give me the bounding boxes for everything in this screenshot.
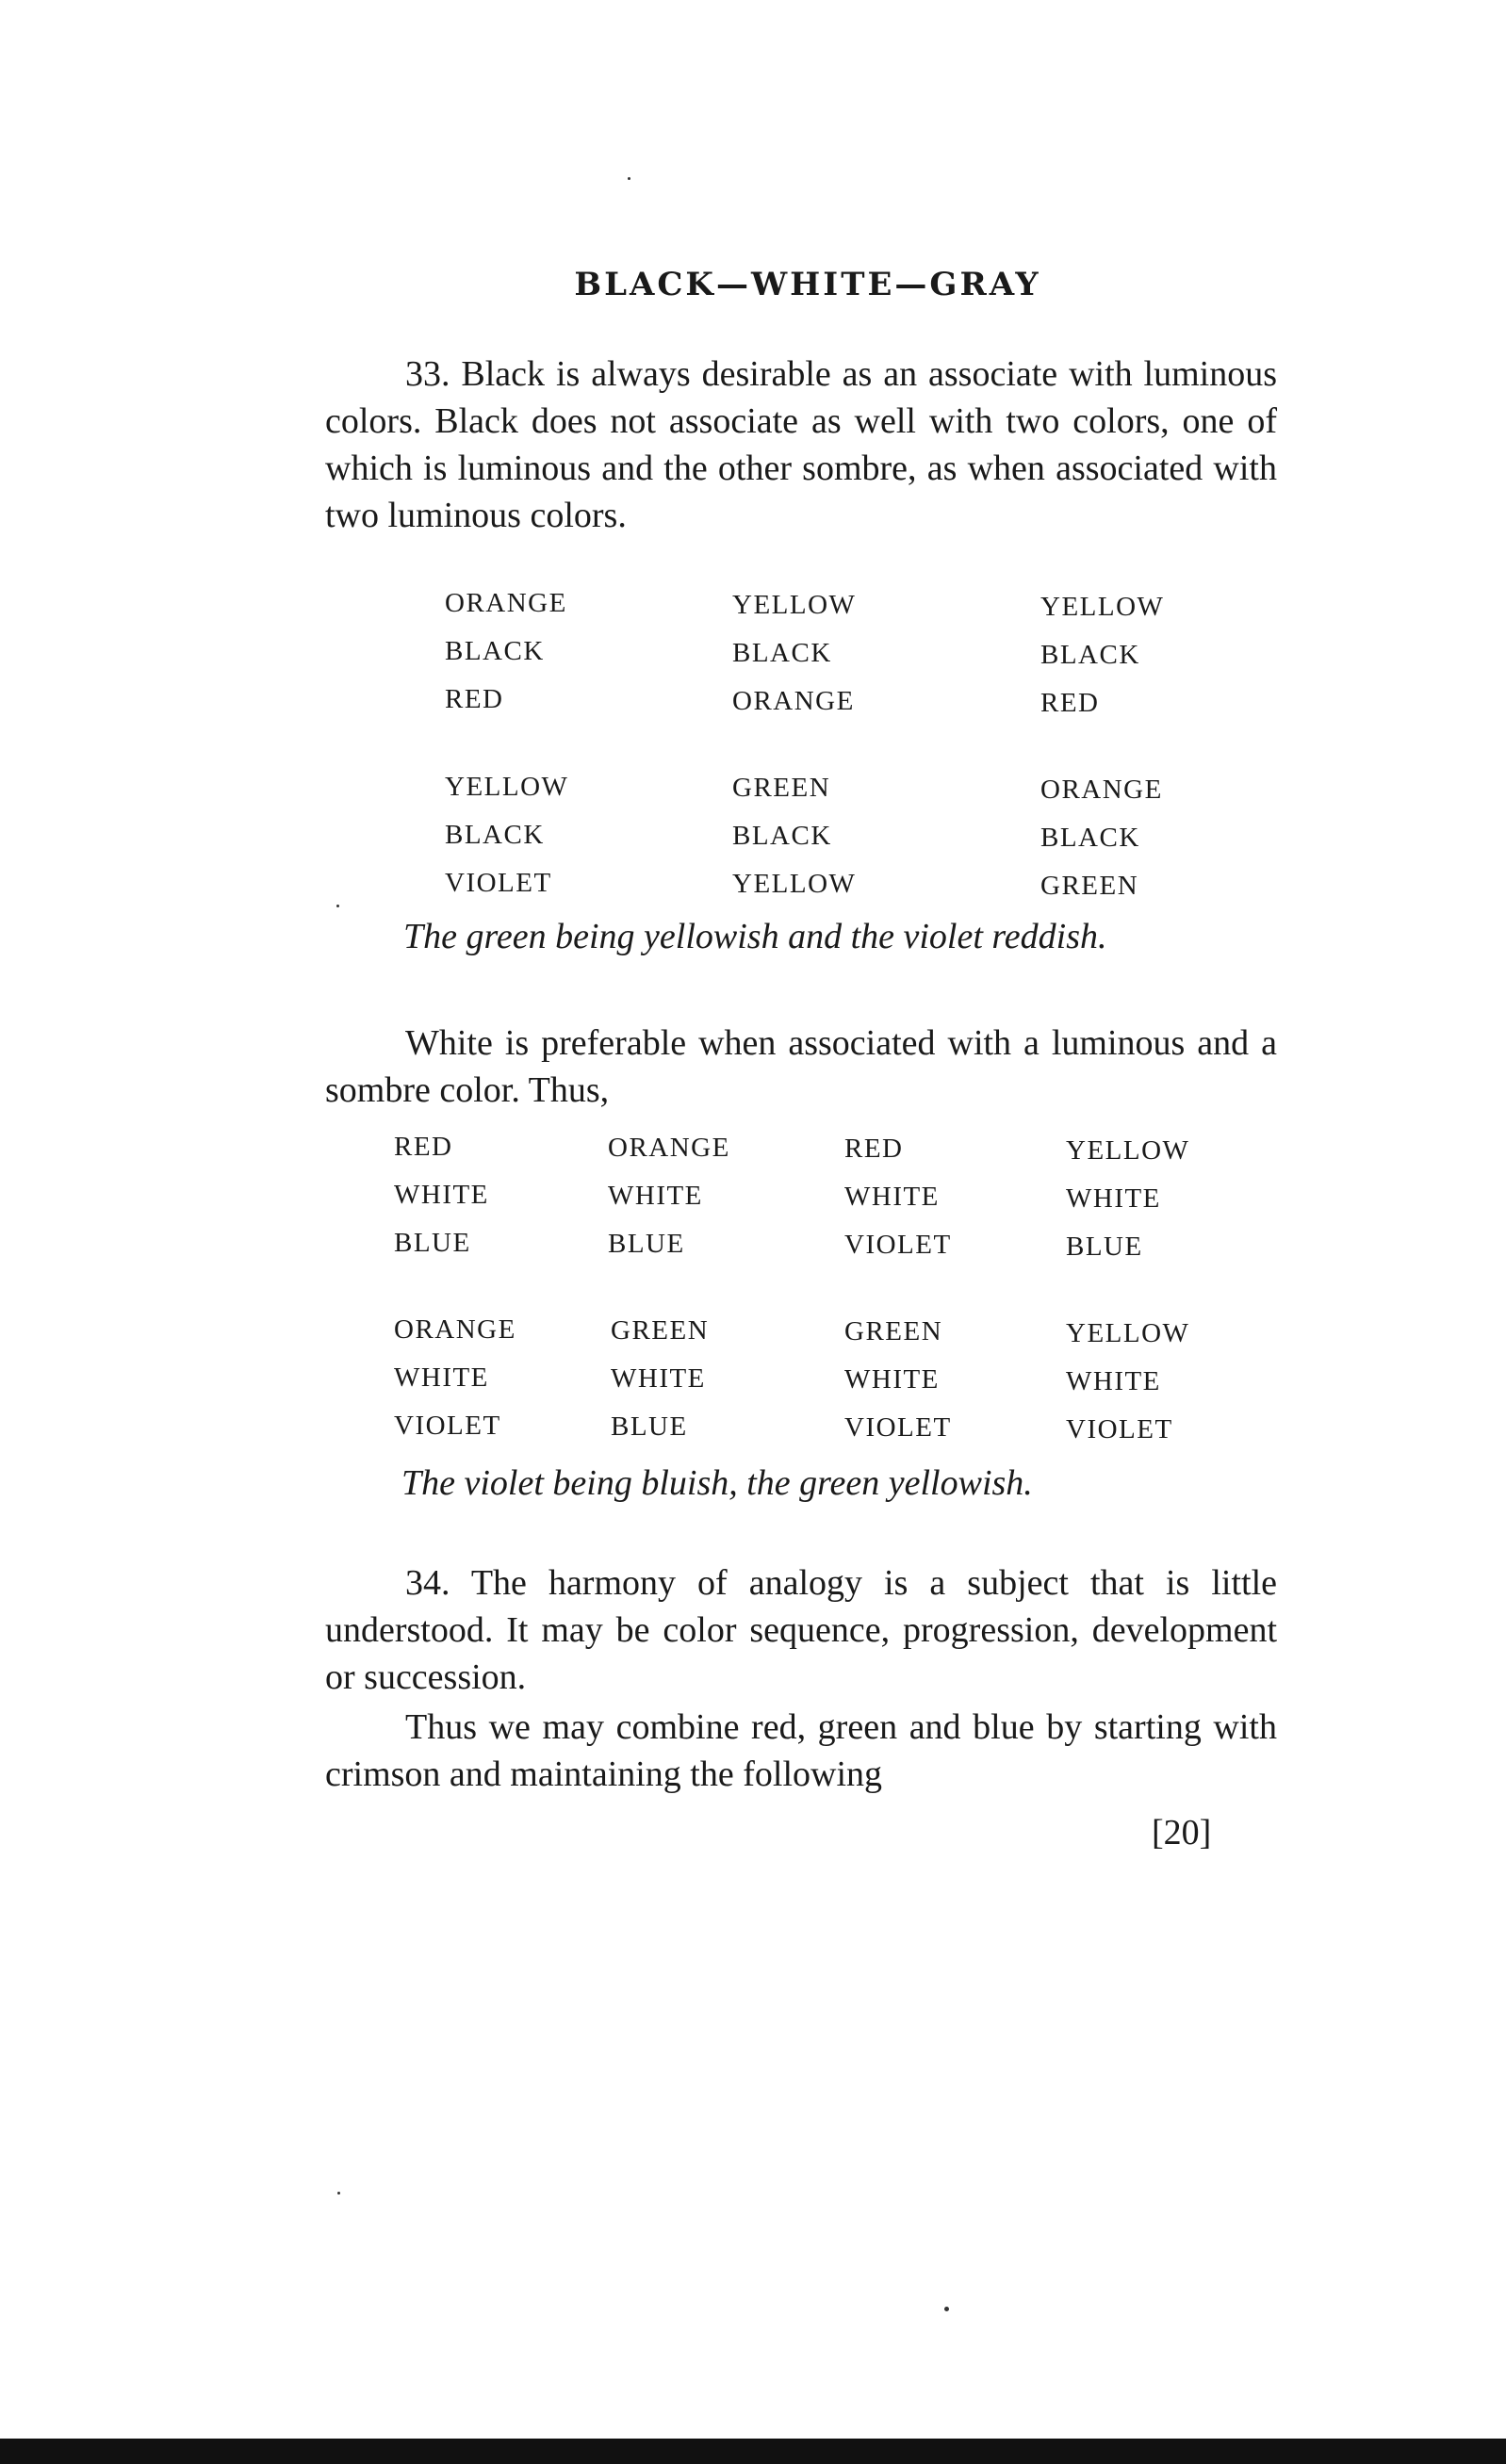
color-word: WHITE: [394, 1363, 489, 1393]
color-word: WHITE: [1066, 1183, 1161, 1214]
page-number: [20]: [1152, 1813, 1212, 1852]
scan-edge: [0, 2439, 1506, 2464]
color-word: GREEN: [1040, 871, 1139, 901]
paragraph-33: 33. Black is always desirable as an associate with luminous colors. Black does not associate as well with two colors, one of which is luminous and the other sombre, as when associated with two luminous colors.: [325, 354, 1277, 535]
white-combo-2: [608, 1124, 730, 1268]
color-word: WHITE: [608, 1181, 703, 1211]
color-word: WHITE: [611, 1363, 706, 1394]
white-combo-3: [844, 1125, 952, 1269]
color-word: YELLOW: [732, 869, 857, 899]
paragraph-34: 34. The harmony of analogy is a subject that is little understood. It may be color sequence, progression, development or succession.: [325, 1563, 1277, 1697]
color-word: WHITE: [394, 1180, 489, 1210]
color-word: ORANGE: [445, 588, 567, 618]
color-word: RED: [445, 684, 504, 714]
color-word: VIOLET: [445, 868, 552, 898]
color-word: BLUE: [1066, 1232, 1143, 1262]
black-combo-4: [445, 763, 568, 907]
color-word: RED: [844, 1134, 904, 1164]
color-word: RED: [394, 1132, 453, 1162]
color-word: BLACK: [445, 636, 545, 666]
color-word: YELLOW: [445, 772, 569, 802]
color-word: BLACK: [1040, 640, 1140, 670]
color-word: BLACK: [1040, 823, 1140, 853]
color-word: BLUE: [394, 1228, 471, 1258]
caption-white: The violet being bluish, the green yellowish.: [401, 1463, 1033, 1503]
color-word: ORANGE: [1040, 775, 1163, 805]
color-word: GREEN: [611, 1315, 710, 1346]
color-word: ORANGE: [608, 1133, 730, 1163]
color-word: BLACK: [732, 638, 832, 668]
color-word: GREEN: [844, 1316, 943, 1346]
scan-speck: [628, 177, 630, 180]
color-word: ORANGE: [732, 686, 855, 716]
black-combo-6: [1040, 766, 1163, 910]
color-word: VIOLET: [844, 1412, 952, 1443]
black-combo-2: [732, 581, 856, 726]
black-combo-5: [732, 764, 856, 908]
color-word: ORANGE: [394, 1314, 516, 1345]
caption-black: The green being yellowish and the violet reddish.: [403, 917, 1107, 956]
color-word: RED: [1040, 688, 1100, 718]
color-word: YELLOW: [732, 590, 857, 620]
white-combo-6: [611, 1307, 709, 1451]
scan-speck: [944, 2307, 949, 2311]
black-combo-3: [1040, 583, 1164, 727]
white-combo-5: [394, 1306, 516, 1450]
color-word: YELLOW: [1040, 592, 1165, 622]
color-word: VIOLET: [394, 1411, 501, 1441]
page-heading: BLACK—WHITE—GRAY: [574, 266, 1041, 303]
color-word: WHITE: [844, 1182, 940, 1212]
color-word: GREEN: [732, 773, 831, 803]
color-word: YELLOW: [1066, 1318, 1190, 1348]
color-word: YELLOW: [1066, 1135, 1190, 1166]
white-combo-4: [1066, 1127, 1189, 1271]
color-word: BLUE: [611, 1411, 688, 1442]
black-combo-1: [445, 579, 567, 724]
white-combo-1: [394, 1123, 489, 1267]
color-word: VIOLET: [1066, 1414, 1173, 1444]
color-word: VIOLET: [844, 1230, 952, 1260]
white-combo-7: [844, 1308, 952, 1452]
color-word: WHITE: [1066, 1366, 1161, 1396]
color-word: BLACK: [445, 820, 545, 850]
color-word: WHITE: [844, 1364, 940, 1395]
color-word: BLACK: [732, 821, 832, 851]
paragraph-white: White is preferable when associated with a luminous and a sombre color. Thus,: [325, 1023, 1277, 1110]
paragraph-thus: Thus we may combine red, green and blue by starting with crimson and maintaining the following: [325, 1707, 1277, 1794]
white-combo-8: [1066, 1310, 1189, 1454]
scan-speck: [337, 2192, 340, 2195]
color-word: BLUE: [608, 1229, 685, 1259]
scan-speck: [336, 905, 339, 907]
